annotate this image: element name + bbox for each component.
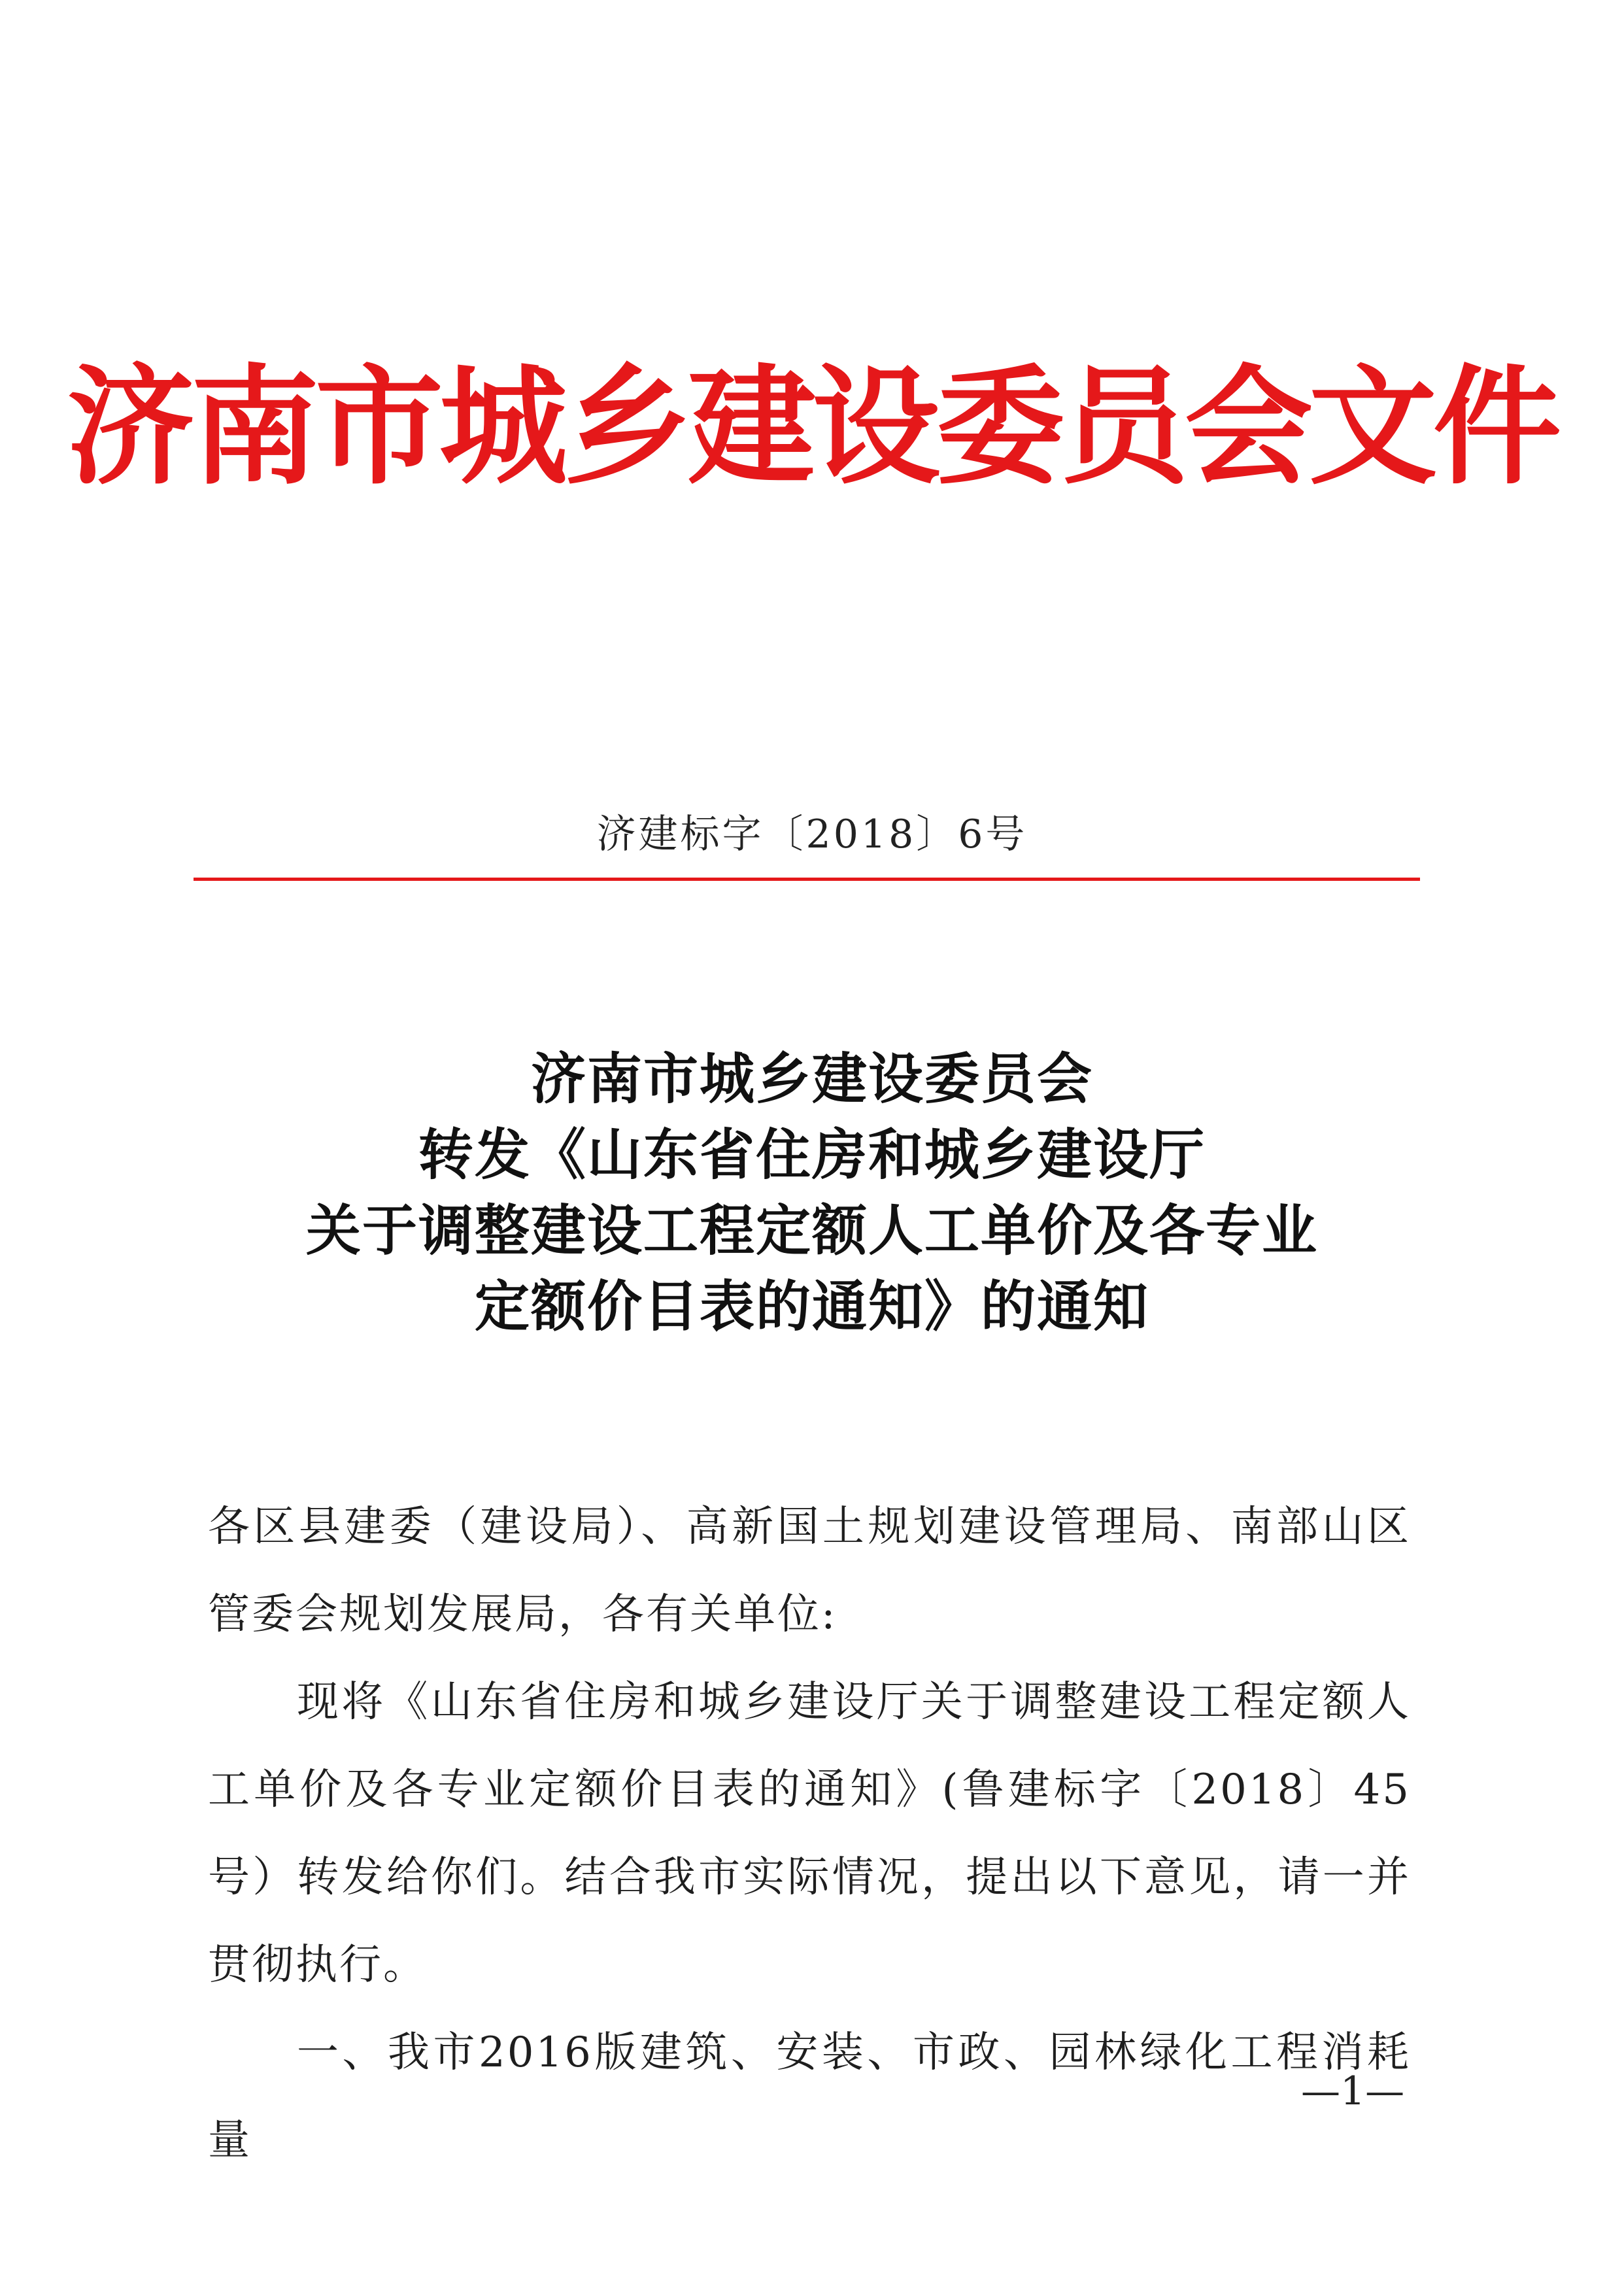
page-number: —1— (1301, 2068, 1405, 2114)
document-body (208, 1483, 1411, 2184)
red-divider-line (194, 878, 1420, 881)
document-title (0, 1041, 1624, 1344)
title-line-4: 定额价目表的通知》的通知 (474, 1274, 1149, 1339)
title-line-2: 转发《山东省住房和城乡建设厅 (418, 1122, 1206, 1187)
title-line-3: 关于调整建设工程定额人工单价及各专业 (305, 1198, 1318, 1263)
masthead-title: 济南市城乡建设委员会文件 (66, 352, 1557, 502)
body-paragraph: 现将《山东省住房和城乡建设厅关于调整建设工程定额人工单价及各专业定额价目表的通知》(鲁建标字〔2018〕45号）转发给你们。结合我市实际情况，提出以下意见，请一并贯彻执行。 (208, 1678, 1411, 1989)
salutation-paragraph: 各区县建委（建设局）、高新国土规划建设管理局、南部山区管委会规划发展局，各有关单位: (208, 1503, 1411, 1639)
title-line-1: 济南市城乡建设委员会 (530, 1046, 1093, 1111)
document-number: 济建标字〔2018〕6号 (596, 812, 1028, 857)
body-paragraph: 一、我市2016版建筑、安装、市政、园林绿化工程消耗量 (208, 2029, 1411, 2165)
